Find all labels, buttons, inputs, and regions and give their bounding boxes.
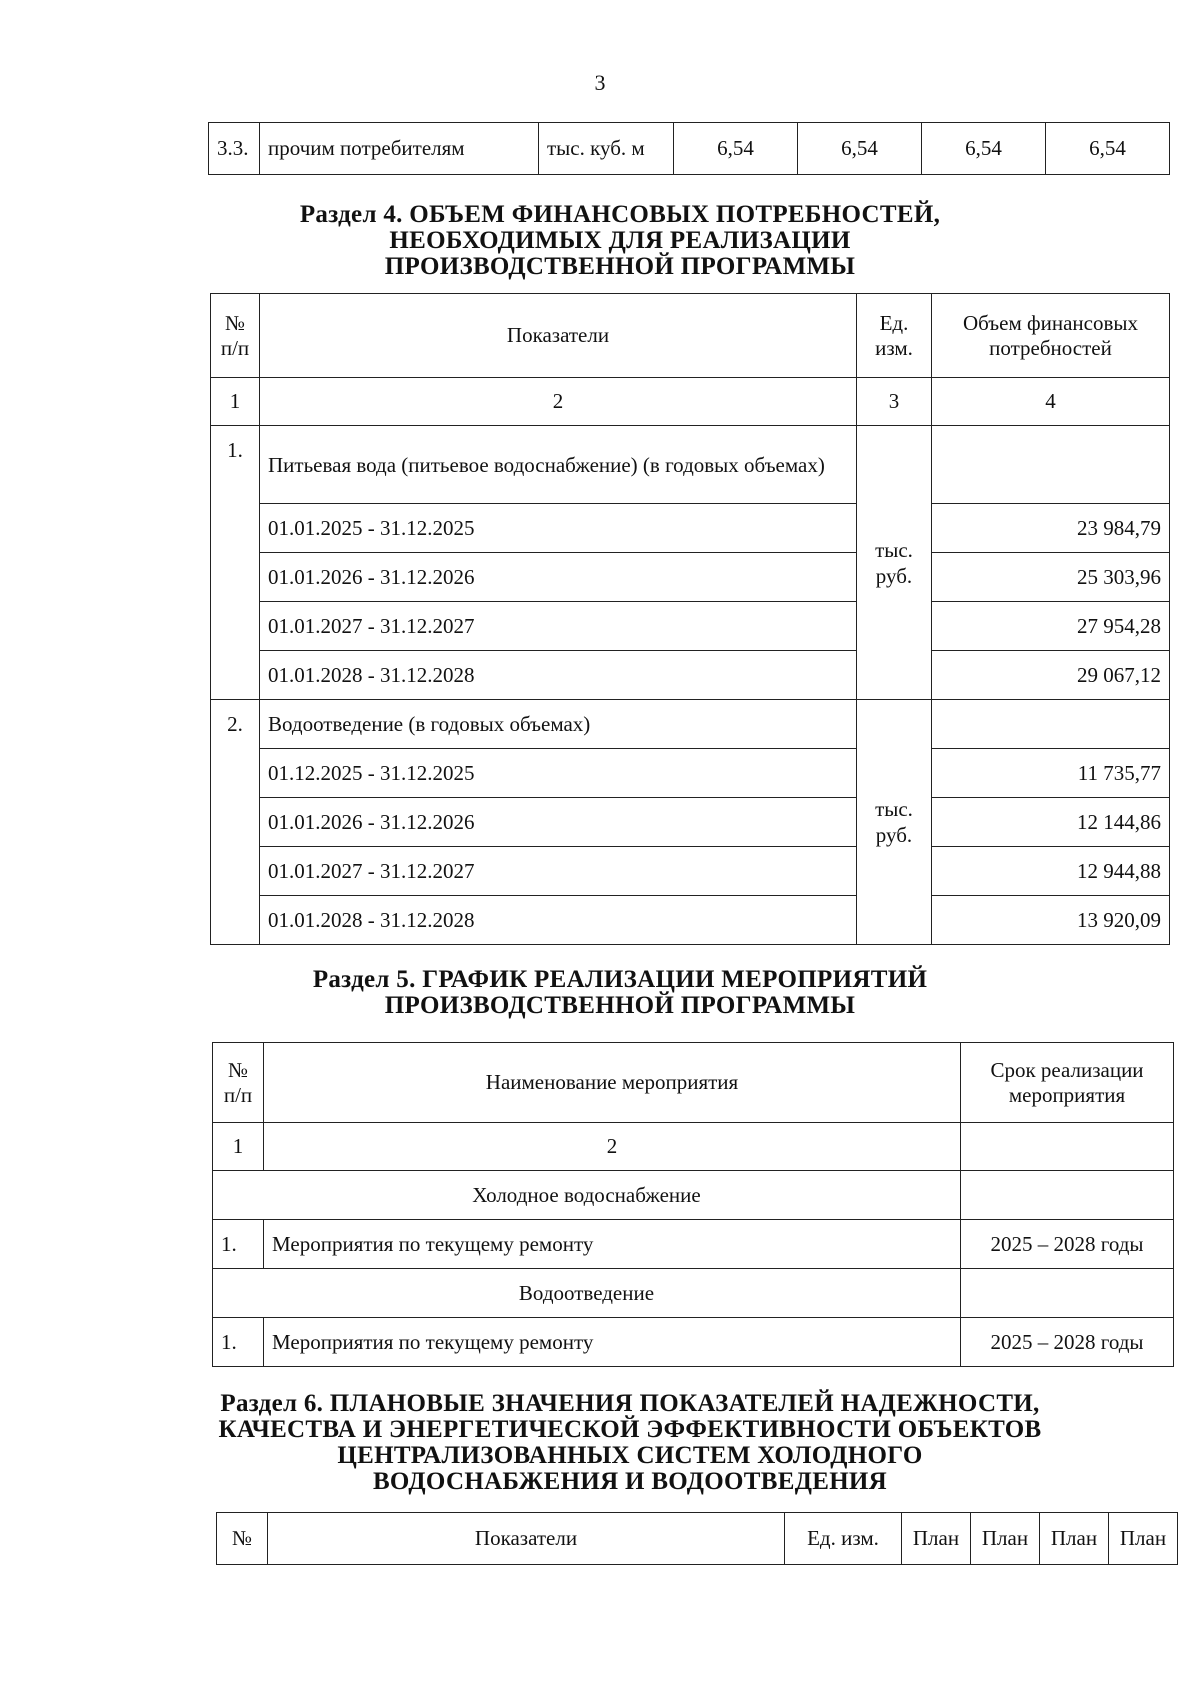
period-cell: 01.01.2026 - 31.12.2026 <box>260 798 857 847</box>
col-number: 1 <box>211 378 260 426</box>
period-cell: 01.01.2027 - 31.12.2027 <box>260 847 857 896</box>
col-number: 3 <box>857 378 932 426</box>
table-row <box>211 602 1170 651</box>
table-row <box>211 553 1170 602</box>
row-number: 3.3. <box>209 123 260 175</box>
header-indicators: Показатели <box>268 1513 785 1565</box>
column-numbers-row <box>211 378 1170 426</box>
table-row <box>211 896 1170 945</box>
header-indicators: Показатели <box>260 294 857 378</box>
table-row <box>213 1318 1174 1367</box>
value-cell: 13 920,09 <box>932 896 1170 945</box>
header-plan: План <box>971 1513 1040 1565</box>
block-title-empty <box>961 1171 1174 1220</box>
header-row <box>217 1513 1178 1565</box>
group-name: Водоотведение (в годовых объемах) <box>260 700 857 749</box>
period-cell: 01.01.2026 - 31.12.2026 <box>260 553 857 602</box>
page-number: 3 <box>594 70 606 95</box>
header-unit: Ед. изм. <box>857 294 932 378</box>
table-row <box>211 798 1170 847</box>
row-unit: тыс. куб. м <box>539 123 674 175</box>
col-number-empty <box>961 1123 1174 1171</box>
header-plan: План <box>1040 1513 1109 1565</box>
table-row <box>211 847 1170 896</box>
period-cell: 01.01.2027 - 31.12.2027 <box>260 602 857 651</box>
value-cell: 23 984,79 <box>932 504 1170 553</box>
table-row <box>211 749 1170 798</box>
col-number: 1 <box>213 1123 264 1171</box>
group-unit: тыс. руб. <box>857 700 932 945</box>
row-number: 1. <box>213 1220 264 1269</box>
group-row <box>211 426 1170 504</box>
section-6-title: Раздел 6. ПЛАНОВЫЕ ЗНАЧЕНИЯ ПОКАЗАТЕЛЕЙ НАДЕЖНОСТИ, КАЧЕСТВА И ЭНЕРГЕТИЧЕСКОЙ ЭФФЕКТИВНОСТИ ОБЪЕКТОВ ЦЕНТРАЛИЗОВАННЫХ СИСТЕМ ХОЛОДНОГО ВОДОСНАБЖЕНИЯ И ВОДООТВЕДЕНИЯ <box>218 1390 1042 1495</box>
column-numbers-row <box>213 1123 1174 1171</box>
header-plan: План <box>1109 1513 1178 1565</box>
row-value: 6,54 <box>1046 123 1170 175</box>
value-cell: 27 954,28 <box>932 602 1170 651</box>
table-row <box>211 651 1170 700</box>
row-name: Мероприятия по текущему ремонту <box>264 1318 961 1367</box>
period-cell: 01.12.2025 - 31.12.2025 <box>260 749 857 798</box>
header-name: Наименование мероприятия <box>264 1043 961 1123</box>
row-number: 1. <box>213 1318 264 1367</box>
row-term: 2025 – 2028 годы <box>961 1220 1174 1269</box>
header-plan: План <box>902 1513 971 1565</box>
col-number: 2 <box>260 378 857 426</box>
group-unit: тыс. руб. <box>857 426 932 700</box>
top-continuation-table <box>208 122 1170 175</box>
header-term: Срок реализации мероприятия <box>961 1043 1174 1123</box>
header-volume: Объем финансовых потребностей <box>932 294 1170 378</box>
header-num: № п/п <box>213 1043 264 1123</box>
col-number: 4 <box>932 378 1170 426</box>
header-row <box>211 294 1170 378</box>
section-5-title: Раздел 5. ГРАФИК РЕАЛИЗАЦИИ МЕРОПРИЯТИЙ ПРОИЗВОДСТВЕННОЙ ПРОГРАММЫ <box>312 966 928 1019</box>
table-row <box>209 123 1170 175</box>
row-value: 6,54 <box>922 123 1046 175</box>
table-row <box>213 1220 1174 1269</box>
row-name: Мероприятия по текущему ремонту <box>264 1220 961 1269</box>
group-value-empty <box>932 426 1170 504</box>
section-4-table <box>210 293 1170 945</box>
period-cell: 01.01.2025 - 31.12.2025 <box>260 504 857 553</box>
table-row <box>211 504 1170 553</box>
block-title: Холодное водоснабжение <box>213 1171 961 1220</box>
group-row <box>211 700 1170 749</box>
value-cell: 12 944,88 <box>932 847 1170 896</box>
header-unit: Ед. изм. <box>785 1513 902 1565</box>
row-value: 6,54 <box>674 123 798 175</box>
block-title-empty <box>961 1269 1174 1318</box>
header-num: № <box>217 1513 268 1565</box>
group-name: Питьевая вода (питьевое водоснабжение) (в годовых объемах) <box>260 426 857 504</box>
group-value-empty <box>932 700 1170 749</box>
row-value: 6,54 <box>798 123 922 175</box>
block-title-row <box>213 1269 1174 1318</box>
value-cell: 12 144,86 <box>932 798 1170 847</box>
group-number: 2. <box>211 700 260 945</box>
header-row <box>213 1043 1174 1123</box>
group-number: 1. <box>211 426 260 700</box>
section-4-title: Раздел 4. ОБЪЕМ ФИНАНСОВЫХ ПОТРЕБНОСТЕЙ, НЕОБХОДИМЫХ ДЛЯ РЕАЛИЗАЦИИ ПРОИЗВОДСТВЕННОЙ ПРОГРАММЫ <box>299 201 941 280</box>
row-term: 2025 – 2028 годы <box>961 1318 1174 1367</box>
row-name: прочим потребителям <box>260 123 539 175</box>
block-title-row <box>213 1171 1174 1220</box>
period-cell: 01.01.2028 - 31.12.2028 <box>260 651 857 700</box>
col-number: 2 <box>264 1123 961 1171</box>
value-cell: 25 303,96 <box>932 553 1170 602</box>
section-6-table <box>216 1512 1178 1565</box>
value-cell: 29 067,12 <box>932 651 1170 700</box>
section-5-table <box>212 1042 1174 1367</box>
period-cell: 01.01.2028 - 31.12.2028 <box>260 896 857 945</box>
value-cell: 11 735,77 <box>932 749 1170 798</box>
block-title: Водоотведение <box>213 1269 961 1318</box>
header-num: № п/п <box>211 294 260 378</box>
